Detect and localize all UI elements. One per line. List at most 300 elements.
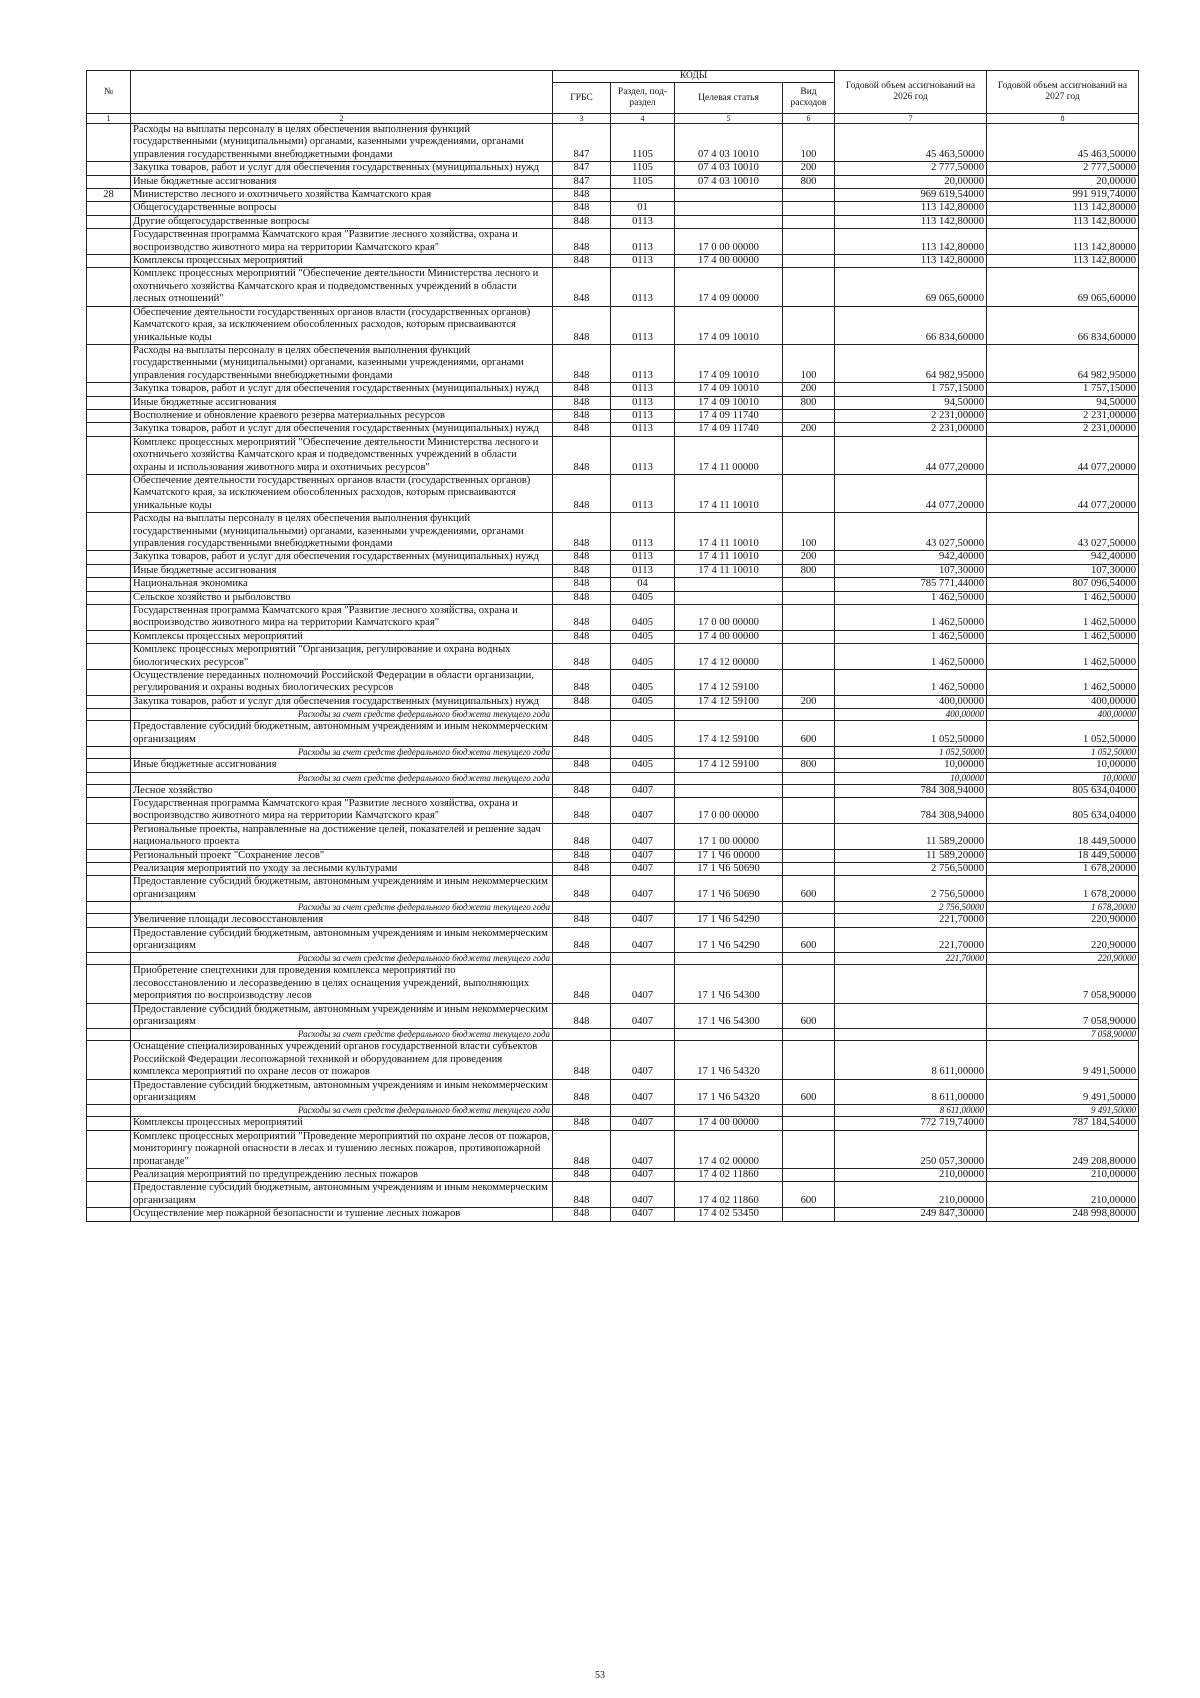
- expense-type: [783, 670, 835, 696]
- section-code: [611, 1029, 675, 1041]
- expense-type: [783, 1130, 835, 1168]
- section-code: 0113: [611, 229, 675, 255]
- amount-2026: 772 719,74000: [835, 1117, 987, 1130]
- header-codes: КОДЫ: [553, 71, 835, 83]
- section-code: 0113: [611, 474, 675, 512]
- amount-2027: 1 052,50000: [987, 721, 1139, 747]
- section-code: [611, 1105, 675, 1117]
- expense-type: 600: [783, 927, 835, 953]
- target-code: [675, 202, 783, 215]
- row-name: Предоставление субсидий бюджетным, автономным учреждениям и иным некоммерческим организациям: [131, 721, 553, 747]
- row-number: [87, 1041, 131, 1079]
- grbs-code: 848: [553, 268, 611, 306]
- expense-type: [783, 772, 835, 784]
- amount-2026: [835, 1029, 987, 1041]
- target-code: 17 1 Ч6 54320: [675, 1041, 783, 1079]
- table-row: [87, 306, 1139, 344]
- expense-type: [783, 849, 835, 862]
- section-code: 0113: [611, 344, 675, 382]
- row-number: [87, 268, 131, 306]
- row-number: [87, 823, 131, 849]
- table-row: [87, 255, 1139, 268]
- expense-type: [783, 202, 835, 215]
- target-code: [675, 747, 783, 759]
- row-name: Комплекс процессных мероприятий "Обеспечение деятельности Министерства лесного и охотничьего хозяйства Камчатского края и подведомственных учреждений в области лесных отношений": [131, 268, 553, 306]
- expense-type: 600: [783, 1182, 835, 1208]
- header-2027: Годовой объем ассигнований на 2027 год: [987, 71, 1139, 114]
- target-code: 17 4 11 10010: [675, 564, 783, 577]
- section-code: 0407: [611, 823, 675, 849]
- table-row: [87, 162, 1139, 175]
- expense-type: [783, 578, 835, 591]
- section-code: 0407: [611, 862, 675, 875]
- amount-2026: 221,70000: [835, 927, 987, 953]
- row-name: Предоставление субсидий бюджетным, автономным учреждениям и иным некоммерческим организациям: [131, 927, 553, 953]
- grbs-code: 848: [553, 474, 611, 512]
- section-code: 1105: [611, 124, 675, 162]
- section-code: 0405: [611, 630, 675, 643]
- target-code: 17 4 09 11740: [675, 409, 783, 422]
- row-name: Комплексы процессных мероприятий: [131, 630, 553, 643]
- target-code: 17 1 00 00000: [675, 823, 783, 849]
- target-code: 17 4 09 10010: [675, 396, 783, 409]
- table-row: [87, 1182, 1139, 1208]
- federal-funds-row: [87, 1105, 1139, 1117]
- amount-2026: 2 756,50000: [835, 902, 987, 914]
- row-number: [87, 1182, 131, 1208]
- federal-funds-row: [87, 709, 1139, 721]
- grbs-code: 848: [553, 255, 611, 268]
- row-number: [87, 306, 131, 344]
- grbs-code: 848: [553, 784, 611, 797]
- amount-2026: 44 077,20000: [835, 474, 987, 512]
- target-code: 17 0 00 00000: [675, 605, 783, 631]
- amount-2027: 2 231,00000: [987, 423, 1139, 436]
- target-code: 17 0 00 00000: [675, 797, 783, 823]
- target-code: 17 4 11 10010: [675, 513, 783, 551]
- expense-type: 600: [783, 721, 835, 747]
- row-name: Министерство лесного и охотничьего хозяйства Камчатского края: [131, 189, 553, 202]
- row-name: Приобретение спецтехники для проведения комплекса мероприятий по лесовосстановлению и лесоразведению в целях оснащения учреждений, выполняющих мероприятия по воспроизводству лесов: [131, 965, 553, 1003]
- amount-2026: 11 589,20000: [835, 849, 987, 862]
- target-code: 17 1 Ч6 54300: [675, 965, 783, 1003]
- header-target: Целевая статья: [675, 83, 783, 114]
- table-row: [87, 644, 1139, 670]
- amount-2027: 113 142,80000: [987, 229, 1139, 255]
- grbs-code: 848: [553, 1169, 611, 1182]
- amount-2026: 113 142,80000: [835, 255, 987, 268]
- grbs-code: [553, 772, 611, 784]
- row-name: Расходы на выплаты персоналу в целях обеспечения выполнения функций государственными (муниципальными) органами, казенными учреждениями, органами управления государственными внебюджетными фондами: [131, 344, 553, 382]
- grbs-code: 848: [553, 409, 611, 422]
- section-code: 0407: [611, 1079, 675, 1105]
- page-number: 53: [595, 1670, 605, 1681]
- grbs-code: 848: [553, 344, 611, 382]
- target-code: [675, 1105, 783, 1117]
- amount-2026: 400,00000: [835, 695, 987, 708]
- amount-2026: 1 757,15000: [835, 383, 987, 396]
- column-numbers-row: [87, 114, 1139, 124]
- row-name: Осуществление мер пожарной безопасности и тушение лесных пожаров: [131, 1208, 553, 1221]
- target-code: [675, 784, 783, 797]
- expense-type: 200: [783, 551, 835, 564]
- row-number: [87, 1003, 131, 1029]
- row-number: [87, 747, 131, 759]
- amount-2027: 113 142,80000: [987, 255, 1139, 268]
- grbs-code: 848: [553, 1208, 611, 1221]
- table-row: [87, 344, 1139, 382]
- grbs-code: 848: [553, 202, 611, 215]
- expense-type: [783, 862, 835, 875]
- row-name: Общегосударственные вопросы: [131, 202, 553, 215]
- row-number: [87, 551, 131, 564]
- target-code: 07 4 03 10010: [675, 124, 783, 162]
- grbs-code: 848: [553, 927, 611, 953]
- section-code: 0113: [611, 409, 675, 422]
- expense-type: 100: [783, 344, 835, 382]
- amount-2027: 20,00000: [987, 175, 1139, 188]
- row-number: [87, 1130, 131, 1168]
- target-code: 17 4 02 00000: [675, 1130, 783, 1168]
- row-name: Сельское хозяйство и рыболовство: [131, 591, 553, 604]
- amount-2026: 1 462,50000: [835, 630, 987, 643]
- row-name: Обеспечение деятельности государственных органов власти (государственных органов) Камчатского края, за исключением обособленных расходов, которым присваиваются уникальные коды: [131, 306, 553, 344]
- row-number: [87, 1117, 131, 1130]
- table-row: [87, 564, 1139, 577]
- expense-type: [783, 902, 835, 914]
- target-code: 17 4 09 10010: [675, 306, 783, 344]
- amount-2026: 2 756,50000: [835, 862, 987, 875]
- amount-2027: 18 449,50000: [987, 823, 1139, 849]
- grbs-code: [553, 1105, 611, 1117]
- section-code: [611, 189, 675, 202]
- target-code: 17 4 12 59100: [675, 721, 783, 747]
- amount-2027: 66 834,60000: [987, 306, 1139, 344]
- amount-2027: 2 777,50000: [987, 162, 1139, 175]
- table-row: [87, 551, 1139, 564]
- amount-2027: 1 462,50000: [987, 605, 1139, 631]
- amount-2026: 969 619,54000: [835, 189, 987, 202]
- row-name: Реализация мероприятий по уходу за лесными культурами: [131, 862, 553, 875]
- section-code: 04: [611, 578, 675, 591]
- row-number: [87, 423, 131, 436]
- row-name: Расходы за счет средств федерального бюджета текущего года: [131, 902, 553, 914]
- header-name: [131, 71, 553, 114]
- row-name: Национальная экономика: [131, 578, 553, 591]
- target-code: [675, 953, 783, 965]
- budget-sheet: [86, 70, 1138, 1222]
- amount-2027: 807 096,54000: [987, 578, 1139, 591]
- row-name: Увеличение площади лесовосстановления: [131, 914, 553, 927]
- amount-2027: 10,00000: [987, 759, 1139, 772]
- row-number: [87, 965, 131, 1003]
- amount-2027: 942,40000: [987, 551, 1139, 564]
- grbs-code: 848: [553, 396, 611, 409]
- grbs-code: 848: [553, 914, 611, 927]
- amount-2026: 784 308,94000: [835, 784, 987, 797]
- row-number: [87, 409, 131, 422]
- row-name: Иные бюджетные ассигнования: [131, 175, 553, 188]
- amount-2026: 8 611,00000: [835, 1041, 987, 1079]
- amount-2026: 113 142,80000: [835, 215, 987, 228]
- row-number: [87, 175, 131, 188]
- table-row: [87, 189, 1139, 202]
- grbs-code: 848: [553, 423, 611, 436]
- row-number: [87, 695, 131, 708]
- target-code: 17 4 09 00000: [675, 268, 783, 306]
- amount-2027: 249 208,80000: [987, 1130, 1139, 1168]
- budget-table: [86, 70, 1139, 1222]
- header-num: №: [87, 71, 131, 114]
- expense-type: [783, 709, 835, 721]
- colnum: 2: [131, 114, 553, 124]
- amount-2026: 942,40000: [835, 551, 987, 564]
- expense-type: [783, 306, 835, 344]
- target-code: 17 4 11 10010: [675, 551, 783, 564]
- row-name: Другие общегосударственные вопросы: [131, 215, 553, 228]
- row-name: Расходы за счет средств федерального бюджета текущего года: [131, 747, 553, 759]
- row-number: [87, 591, 131, 604]
- section-code: [611, 772, 675, 784]
- grbs-code: 848: [553, 759, 611, 772]
- expense-type: [783, 644, 835, 670]
- section-code: 0405: [611, 670, 675, 696]
- amount-2027: 107,30000: [987, 564, 1139, 577]
- row-number: [87, 605, 131, 631]
- row-name: Региональные проекты, направленные на достижение целей, показателей и решение задач национального проекта: [131, 823, 553, 849]
- row-number: [87, 396, 131, 409]
- row-name: Иные бюджетные ассигнования: [131, 759, 553, 772]
- row-number: [87, 759, 131, 772]
- table-row: [87, 876, 1139, 902]
- table-row: [87, 670, 1139, 696]
- target-code: 17 4 11 10010: [675, 474, 783, 512]
- amount-2026: 221,70000: [835, 953, 987, 965]
- row-name: Предоставление субсидий бюджетным, автономным учреждениям и иным некоммерческим организациям: [131, 1182, 553, 1208]
- target-code: [675, 772, 783, 784]
- section-code: 1105: [611, 162, 675, 175]
- grbs-code: 848: [553, 1079, 611, 1105]
- amount-2027: 7 058,90000: [987, 1029, 1139, 1041]
- section-code: 0113: [611, 396, 675, 409]
- target-code: 07 4 03 10010: [675, 162, 783, 175]
- table-row: [87, 630, 1139, 643]
- section-code: 0405: [611, 591, 675, 604]
- amount-2026: 1 462,50000: [835, 670, 987, 696]
- row-name: Закупка товаров, работ и услуг для обеспечения государственных (муниципальных) нужд: [131, 695, 553, 708]
- amount-2027: 210,00000: [987, 1169, 1139, 1182]
- row-name: Восполнение и обновление краевого резерва материальных ресурсов: [131, 409, 553, 422]
- row-name: Комплекс процессных мероприятий "Проведение мероприятий по охране лесов от пожаров, мониторингу пожарной опасности в лесах и тушению лесных пожаров, противопожарной пропаганде": [131, 1130, 553, 1168]
- row-number: [87, 644, 131, 670]
- grbs-code: 847: [553, 175, 611, 188]
- table-row: [87, 578, 1139, 591]
- target-code: 17 4 00 00000: [675, 255, 783, 268]
- section-code: 0113: [611, 383, 675, 396]
- federal-funds-row: [87, 953, 1139, 965]
- row-name: Комплекс процессных мероприятий "Обеспечение деятельности Министерства лесного и охотничьего хозяйства Камчатского края и подведомственных учреждений в области охраны и использования животного мира и охотничьих ресурсов": [131, 436, 553, 474]
- expense-type: [783, 1169, 835, 1182]
- amount-2026: 785 771,44000: [835, 578, 987, 591]
- section-code: 01: [611, 202, 675, 215]
- grbs-code: 848: [553, 823, 611, 849]
- table-row: [87, 927, 1139, 953]
- target-code: 17 4 12 59100: [675, 759, 783, 772]
- section-code: 0113: [611, 255, 675, 268]
- row-name: Комплексы процессных мероприятий: [131, 1117, 553, 1130]
- section-code: 0407: [611, 876, 675, 902]
- amount-2026: 2 231,00000: [835, 409, 987, 422]
- section-code: 0405: [611, 644, 675, 670]
- section-code: 0407: [611, 927, 675, 953]
- target-code: 17 4 00 00000: [675, 1117, 783, 1130]
- federal-funds-row: [87, 902, 1139, 914]
- amount-2026: [835, 965, 987, 1003]
- target-code: 17 1 Ч6 50690: [675, 876, 783, 902]
- section-code: 0113: [611, 268, 675, 306]
- table-row: [87, 1003, 1139, 1029]
- row-name: Осуществление переданных полномочий Российской Федерации в области организации, регулирования и охраны водных биологических ресурсов: [131, 670, 553, 696]
- expense-type: 800: [783, 175, 835, 188]
- header-grbs: ГРБС: [553, 83, 611, 114]
- table-row: [87, 175, 1139, 188]
- target-code: 17 1 Ч6 54300: [675, 1003, 783, 1029]
- table-row: [87, 1041, 1139, 1079]
- colnum: 4: [611, 114, 675, 124]
- amount-2027: 7 058,90000: [987, 965, 1139, 1003]
- amount-2026: 400,00000: [835, 709, 987, 721]
- target-code: [675, 902, 783, 914]
- grbs-code: [553, 1029, 611, 1041]
- row-name: Государственная программа Камчатского края "Развитие лесного хозяйства, охрана и воспроизводство животного мира на территории Камчатского края": [131, 605, 553, 631]
- expense-type: [783, 630, 835, 643]
- section-code: [611, 953, 675, 965]
- target-code: 07 4 03 10010: [675, 175, 783, 188]
- row-number: [87, 1169, 131, 1182]
- table-row: [87, 268, 1139, 306]
- grbs-code: 848: [553, 189, 611, 202]
- table-row: [87, 1130, 1139, 1168]
- amount-2027: 1 678,20000: [987, 862, 1139, 875]
- grbs-code: 848: [553, 644, 611, 670]
- grbs-code: 848: [553, 797, 611, 823]
- row-name: Закупка товаров, работ и услуг для обеспечения государственных (муниципальных) нужд: [131, 423, 553, 436]
- amount-2026: 1 052,50000: [835, 747, 987, 759]
- expense-type: 800: [783, 564, 835, 577]
- grbs-code: [553, 953, 611, 965]
- amount-2027: 400,00000: [987, 709, 1139, 721]
- target-code: 17 4 12 59100: [675, 695, 783, 708]
- grbs-code: 848: [553, 436, 611, 474]
- target-code: 17 4 00 00000: [675, 630, 783, 643]
- grbs-code: 848: [553, 1041, 611, 1079]
- amount-2026: 2 231,00000: [835, 423, 987, 436]
- amount-2027: 1 678,20000: [987, 876, 1139, 902]
- amount-2026: 66 834,60000: [835, 306, 987, 344]
- target-code: 17 4 11 00000: [675, 436, 783, 474]
- row-number: [87, 772, 131, 784]
- table-row: [87, 202, 1139, 215]
- expense-type: [783, 474, 835, 512]
- amount-2027: 94,50000: [987, 396, 1139, 409]
- amount-2026: 784 308,94000: [835, 797, 987, 823]
- row-name: Региональный проект "Сохранение лесов": [131, 849, 553, 862]
- table-row: [87, 1208, 1139, 1221]
- row-number: [87, 721, 131, 747]
- table-row: [87, 784, 1139, 797]
- amount-2027: 9 491,50000: [987, 1105, 1139, 1117]
- amount-2026: 10,00000: [835, 772, 987, 784]
- amount-2026: 2 756,50000: [835, 876, 987, 902]
- expense-type: [783, 229, 835, 255]
- amount-2027: 44 077,20000: [987, 436, 1139, 474]
- row-number: [87, 578, 131, 591]
- amount-2027: 1 462,50000: [987, 630, 1139, 643]
- grbs-code: 848: [553, 564, 611, 577]
- expense-type: [783, 953, 835, 965]
- amount-2026: 107,30000: [835, 564, 987, 577]
- grbs-code: 848: [553, 695, 611, 708]
- amount-2027: 805 634,04000: [987, 784, 1139, 797]
- amount-2026: 221,70000: [835, 914, 987, 927]
- table-row: [87, 513, 1139, 551]
- table-row: [87, 409, 1139, 422]
- amount-2027: 1 462,50000: [987, 644, 1139, 670]
- target-code: 17 1 Ч6 00000: [675, 849, 783, 862]
- amount-2026: 44 077,20000: [835, 436, 987, 474]
- section-code: 0113: [611, 436, 675, 474]
- expense-type: 200: [783, 383, 835, 396]
- target-code: [675, 1029, 783, 1041]
- expense-type: 200: [783, 162, 835, 175]
- expense-type: [783, 215, 835, 228]
- amount-2026: 249 847,30000: [835, 1208, 987, 1221]
- row-number: [87, 474, 131, 512]
- grbs-code: 847: [553, 124, 611, 162]
- section-code: 0407: [611, 784, 675, 797]
- row-name: Предоставление субсидий бюджетным, автономным учреждениям и иным некоммерческим организациям: [131, 876, 553, 902]
- section-code: 0113: [611, 513, 675, 551]
- table-row: [87, 605, 1139, 631]
- row-number: [87, 124, 131, 162]
- amount-2026: 1 052,50000: [835, 721, 987, 747]
- section-code: 0405: [611, 759, 675, 772]
- section-code: [611, 709, 675, 721]
- row-number: [87, 862, 131, 875]
- amount-2026: 113 142,80000: [835, 202, 987, 215]
- row-number: [87, 1079, 131, 1105]
- amount-2027: 220,90000: [987, 953, 1139, 965]
- amount-2026: 250 057,30000: [835, 1130, 987, 1168]
- expense-type: [783, 409, 835, 422]
- section-code: 0113: [611, 551, 675, 564]
- federal-funds-row: [87, 772, 1139, 784]
- expense-type: [783, 189, 835, 202]
- grbs-code: 848: [553, 591, 611, 604]
- expense-type: 800: [783, 759, 835, 772]
- grbs-code: [553, 747, 611, 759]
- grbs-code: 848: [553, 1003, 611, 1029]
- amount-2027: 44 077,20000: [987, 474, 1139, 512]
- table-row: [87, 965, 1139, 1003]
- target-code: [675, 709, 783, 721]
- amount-2027: 400,00000: [987, 695, 1139, 708]
- grbs-code: 848: [553, 1130, 611, 1168]
- amount-2026: 64 982,95000: [835, 344, 987, 382]
- amount-2027: 10,00000: [987, 772, 1139, 784]
- amount-2026: [835, 1003, 987, 1029]
- row-number: [87, 513, 131, 551]
